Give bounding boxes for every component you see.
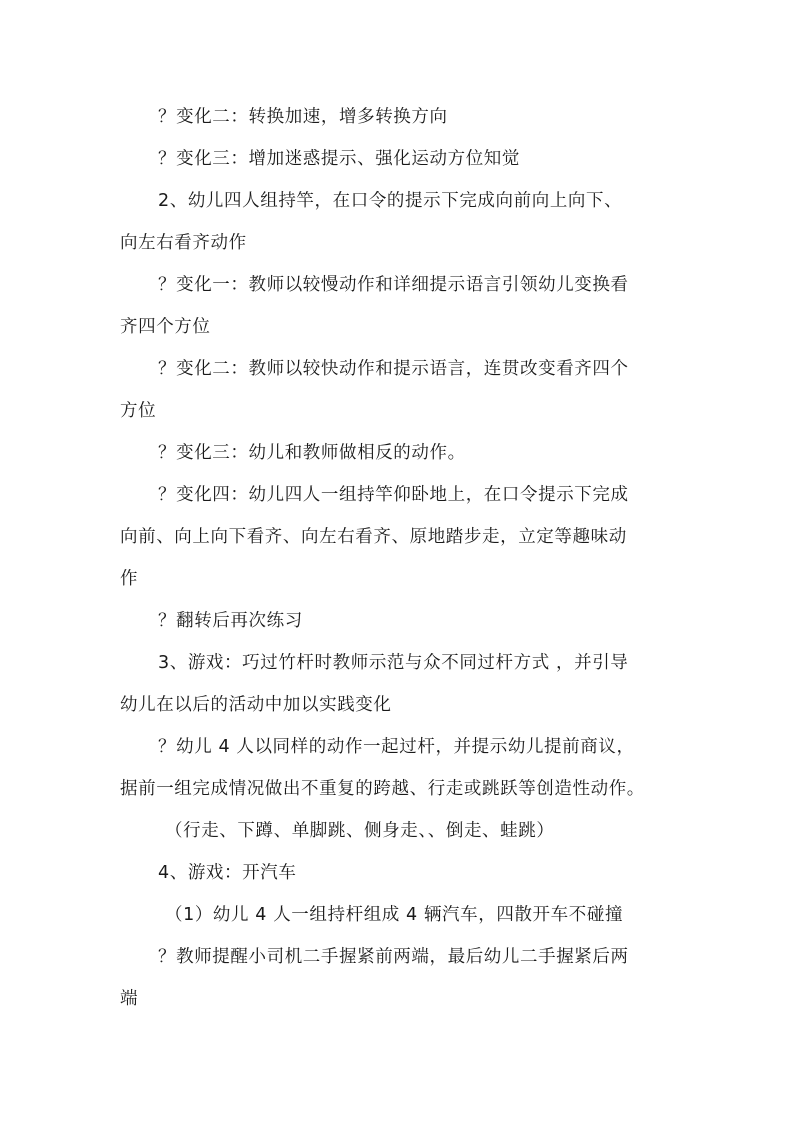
text-line-teacher-reminder-cont: 端 bbox=[120, 989, 139, 1009]
text-line-item-2-cont: 向左右看齐动作 bbox=[120, 233, 247, 253]
text-line-actions-list: （行走、下蹲、单脚跳、侧身走、、倒走、蛙跳） bbox=[165, 821, 555, 841]
text-line-variation-1: ？变化一：教师以较慢动作和详细提示语言引领幼儿变换看 bbox=[158, 275, 629, 295]
text-line-variation-2: ？变化二：教师以较快动作和提示语言，连贯改变看齐四个 bbox=[158, 359, 629, 379]
text-line-four-children: ？幼儿 4 人以同样的动作一起过杆，并提示幼儿提前商议， bbox=[158, 737, 635, 757]
text-line-variation-4: ？变化四：幼儿四人一组持竿仰卧地上，在口令提示下完成 bbox=[158, 485, 629, 505]
text-line-item-4-sub-1: （1）幼儿 4 人一组持杆组成 4 辆汽车，四散开车不碰撞 bbox=[165, 905, 624, 925]
text-line-variation-2-speed: ？变化二：转换加速，增多转换方向 bbox=[158, 107, 448, 127]
text-line-variation-3-confuse: ？变化三：增加迷惑提示、强化运动方位知觉 bbox=[158, 149, 520, 169]
text-line-flip-practice: ？翻转后再次练习 bbox=[158, 611, 303, 631]
text-line-item-2: 2、幼儿四人组持竿，在口令的提示下完成向前向上向下、 bbox=[158, 191, 623, 211]
text-line-teacher-reminder: ？教师提醒小司机二手握紧前两端，最后幼儿二手握紧后两 bbox=[158, 947, 629, 967]
text-line-variation-1-cont: 齐四个方位 bbox=[120, 317, 211, 337]
text-line-variation-3: ？变化三：幼儿和教师做相反的动作。 bbox=[158, 443, 466, 463]
text-line-item-3-cont: 幼儿在以后的活动中加以实践变化 bbox=[120, 695, 392, 715]
text-line-four-children-cont: 据前一组完成情况做出不重复的跨越、行走或跳跃等创造性动作。 bbox=[120, 779, 645, 799]
text-line-item-3: 3、游戏：巧过竹杆时教师示范与众不同过杆方式 ，并引导 bbox=[158, 653, 629, 673]
text-line-variation-4-cont: 向前、向上向下看齐、向左右看齐、原地踏步走，立定等趣味动 bbox=[120, 527, 627, 547]
text-line-item-4: 4、游戏：开汽车 bbox=[158, 863, 297, 883]
text-line-variation-2-cont: 方位 bbox=[120, 401, 157, 421]
text-line-variation-4-cont2: 作 bbox=[120, 569, 139, 589]
